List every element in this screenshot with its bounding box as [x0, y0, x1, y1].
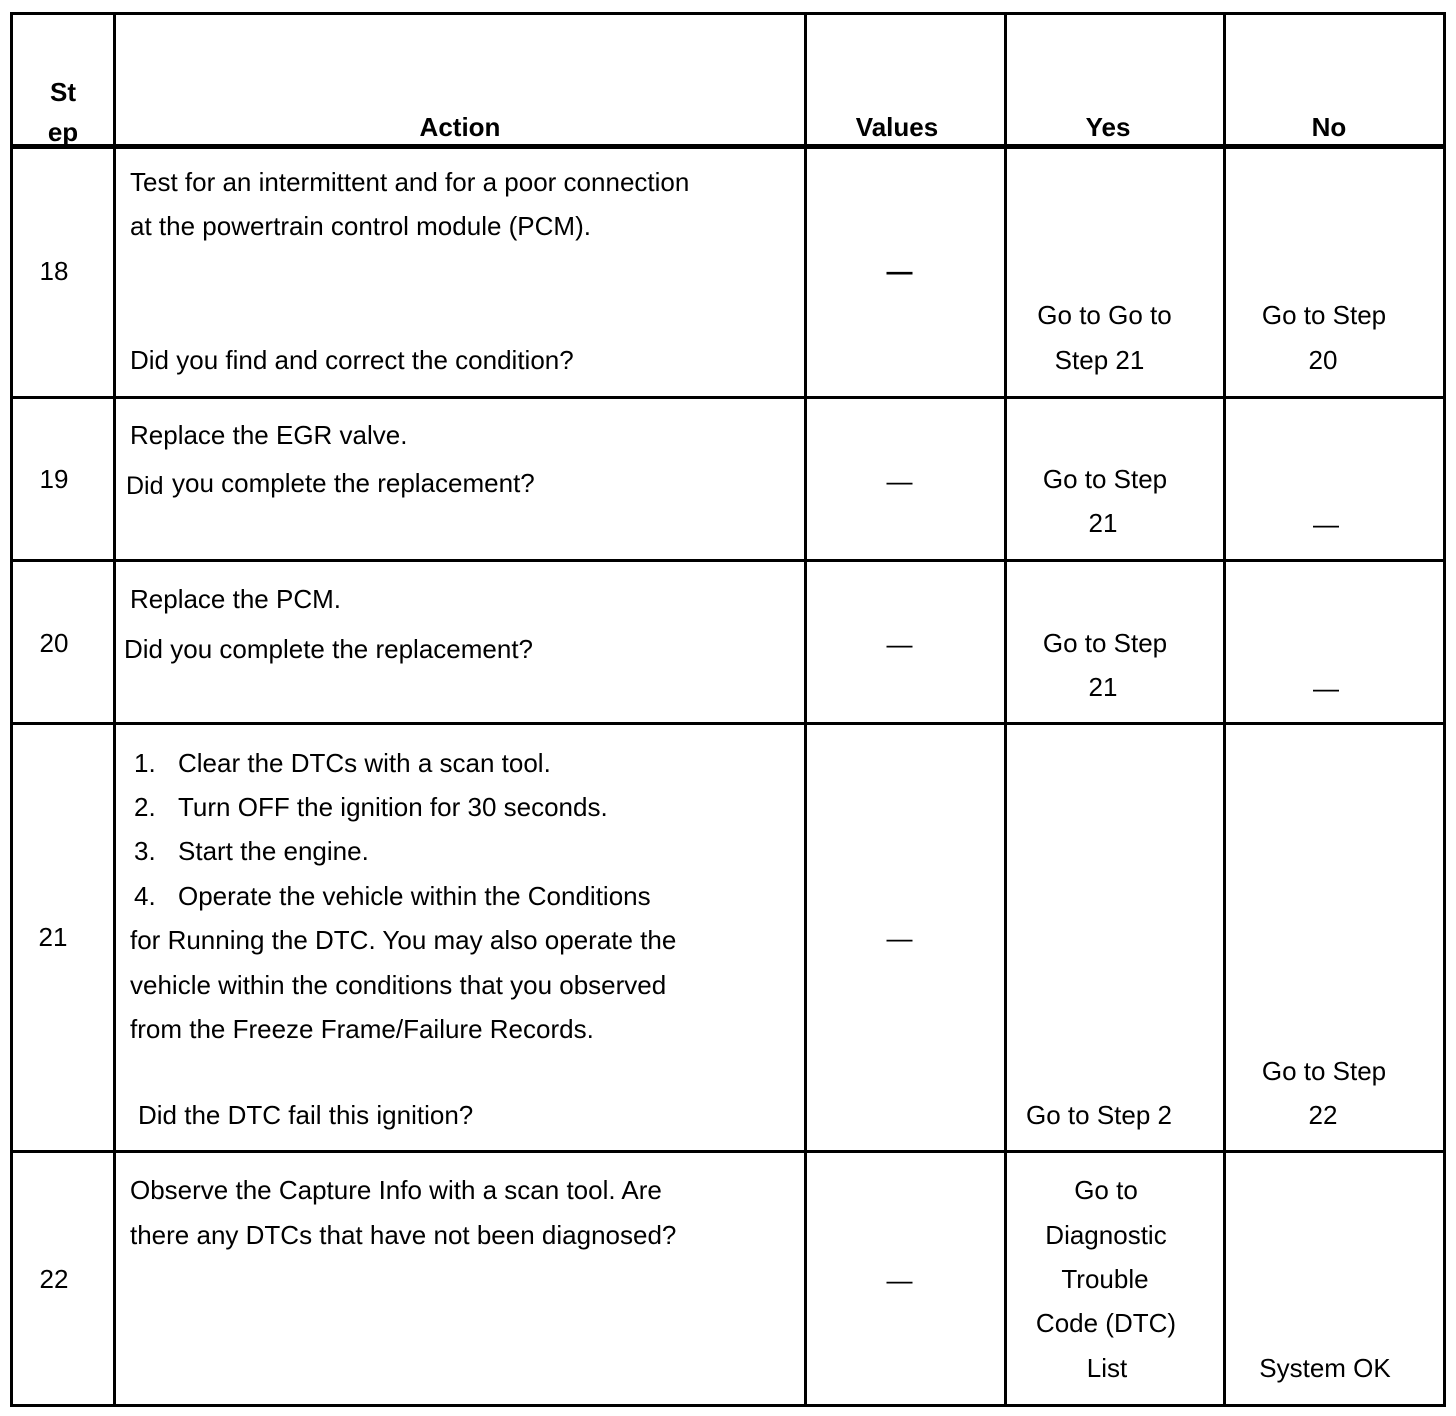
- border-left: [10, 12, 13, 1407]
- action-22-line1: Observe the Capture Info with a scan tool. Are: [130, 1175, 662, 1205]
- values-21: —: [886, 923, 913, 953]
- action-21-item-4-text: Operate the vehicle within the Conditions: [178, 881, 651, 911]
- step-20: 20: [39, 628, 69, 658]
- yes-20-line2: 21: [1088, 672, 1118, 702]
- yes-21: Go to Step 2: [1026, 1100, 1172, 1130]
- border-bottom: [10, 1404, 1446, 1407]
- action-18-question: Did you find and correct the condition?: [130, 345, 574, 375]
- action-19-question-did: Did: [126, 472, 164, 500]
- action-21-item-4-num: 4.: [134, 881, 156, 911]
- header-step: [13, 72, 113, 152]
- action-18-line1: Test for an intermittent and for a poor connection: [130, 167, 690, 197]
- yes-18-line1: Go to Go to: [1037, 300, 1172, 330]
- values-22: —: [886, 1265, 913, 1295]
- row-divider-21: [10, 1150, 1446, 1153]
- values-19: —: [886, 466, 913, 496]
- yes-19-line1: Go to Step: [1042, 464, 1168, 494]
- no-18-line2: 20: [1308, 345, 1338, 375]
- no-20: —: [1313, 673, 1339, 703]
- action-19-line1: Replace the EGR valve.: [130, 420, 408, 450]
- yes-18-line2: Step 21: [1054, 345, 1145, 375]
- yes-19-line2: 21: [1088, 508, 1118, 538]
- yes-22-line1: Go to: [1074, 1175, 1138, 1205]
- no-21-line2: 22: [1308, 1100, 1338, 1130]
- action-18-line2: at the powertrain control module (PCM).: [130, 211, 591, 241]
- no-21-line1: Go to Step: [1261, 1056, 1387, 1086]
- action-21-cont-line1: for Running the DTC. You may also operate the: [130, 925, 677, 955]
- border-top: [10, 12, 1446, 15]
- action-20-line1: Replace the PCM.: [130, 584, 341, 614]
- step-19: 19: [39, 464, 69, 494]
- yes-22-line3: Trouble: [1061, 1264, 1149, 1294]
- header-action: Action: [419, 112, 501, 142]
- no-19: —: [1313, 509, 1339, 539]
- action-21-item-2-num: 2.: [134, 792, 156, 822]
- border-right: [1443, 12, 1446, 1407]
- action-21-cont-line2: vehicle within the conditions that you observed: [130, 970, 667, 1000]
- values-20: —: [886, 629, 913, 659]
- action-21-question: Did the DTC fail this ignition?: [138, 1100, 474, 1130]
- col-divider-action: [804, 12, 807, 1407]
- yes-22-line4: Code (DTC): [1035, 1308, 1177, 1338]
- action-21-item-3-num: 3.: [134, 836, 156, 866]
- action-22-line2: there any DTCs that have not been diagnosed?: [130, 1220, 677, 1250]
- header-no: No: [1311, 112, 1347, 142]
- yes-22-line2: Diagnostic: [1045, 1220, 1167, 1250]
- action-21-item-1-num: 1.: [134, 748, 156, 778]
- row-divider-20: [10, 722, 1446, 725]
- step-22: 22: [39, 1264, 69, 1294]
- header-step-line1: St: [50, 77, 76, 107]
- yes-22-line5: List: [1086, 1353, 1128, 1383]
- header-step-line2: ep: [47, 117, 79, 147]
- no-18-line1: Go to Step: [1261, 300, 1387, 330]
- action-21-item-3-text: Start the engine.: [178, 836, 369, 866]
- yes-20-line1: Go to Step: [1042, 628, 1168, 658]
- values-18: —: [886, 256, 913, 286]
- action-19-question-rest: you complete the replacement?: [172, 468, 535, 498]
- header-divider: [10, 144, 1446, 149]
- action-21-item-1-text: Clear the DTCs with a scan tool.: [178, 748, 551, 778]
- no-22: System OK: [1259, 1353, 1391, 1383]
- col-divider-step: [113, 12, 116, 1407]
- step-18: 18: [39, 256, 69, 286]
- action-20-question: Did you complete the replacement?: [124, 634, 534, 664]
- row-divider-18: [10, 396, 1446, 399]
- row-divider-19: [10, 559, 1446, 562]
- action-21-item-2-text: Turn OFF the ignition for 30 seconds.: [178, 792, 608, 822]
- action-21-cont-line3: from the Freeze Frame/Failure Records.: [130, 1014, 594, 1044]
- header-values: Values: [855, 112, 939, 142]
- step-21: 21: [38, 922, 68, 952]
- header-yes: Yes: [1085, 112, 1131, 142]
